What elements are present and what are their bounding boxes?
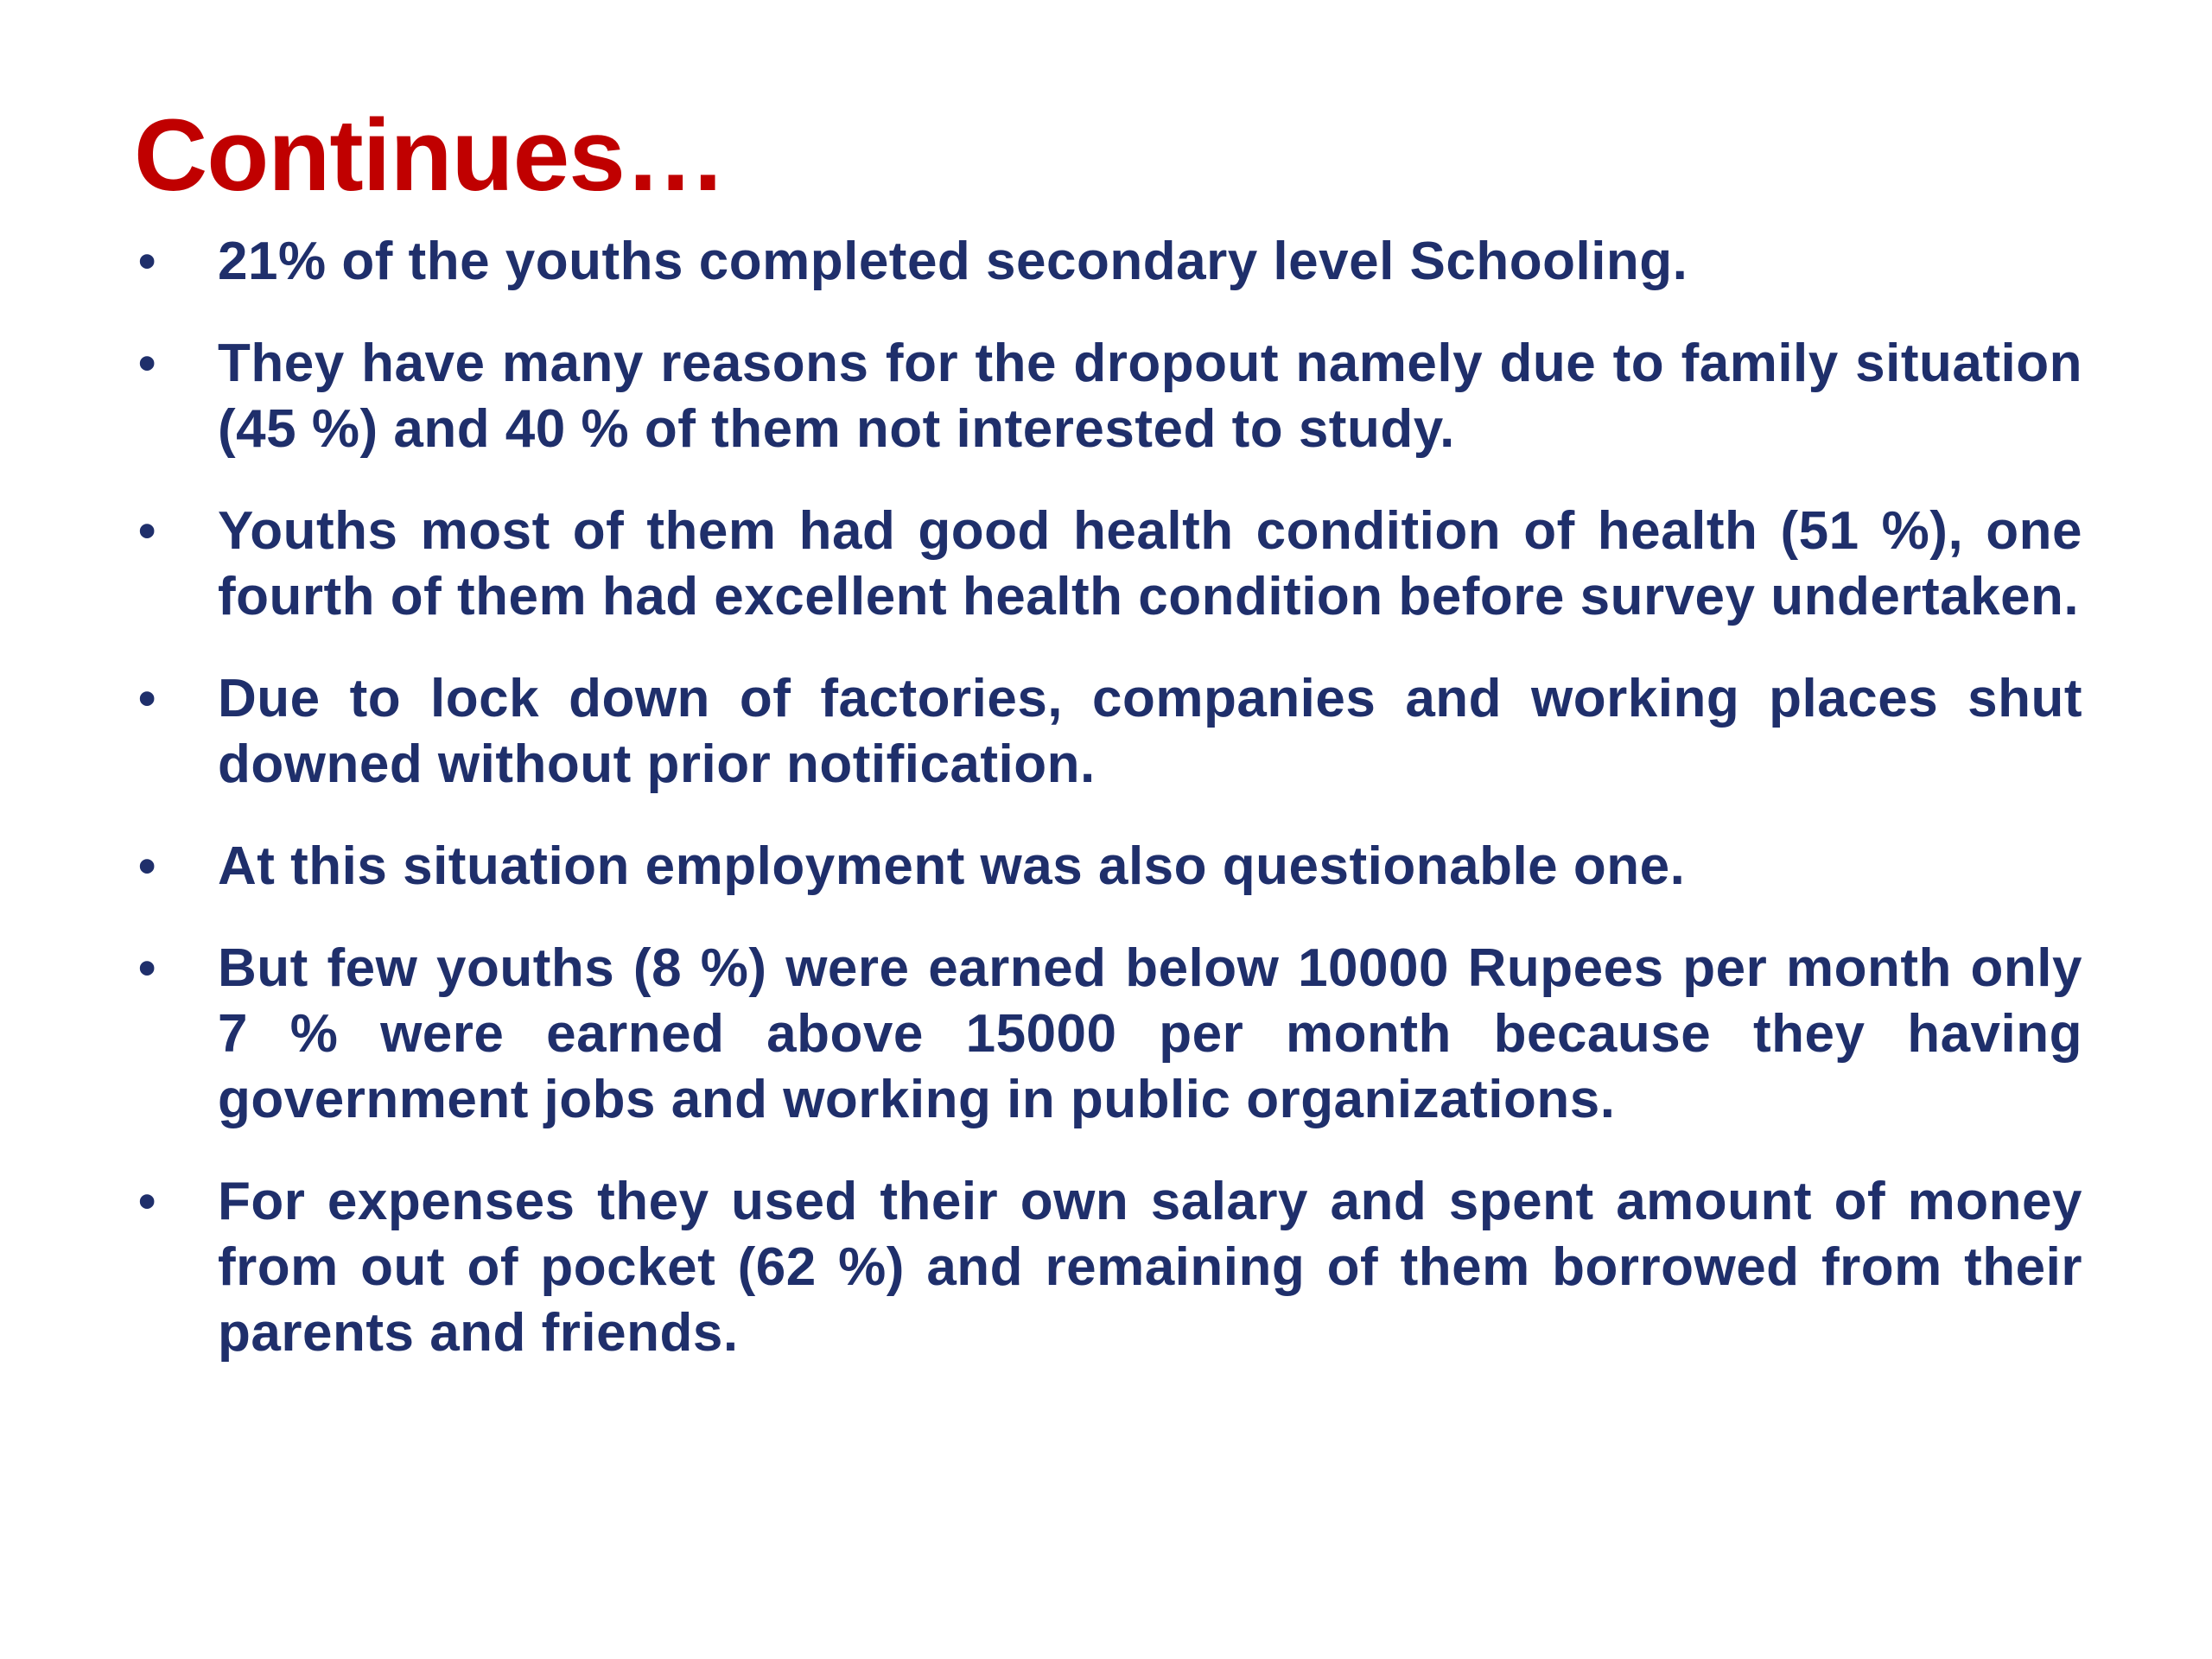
bullet-text: They have many reasons for the dropout namely due to family situation (45 %) and 40 % of them not interested to study.	[218, 334, 2082, 459]
bullet-point-icon: •	[138, 671, 156, 727]
bullet-point-icon: •	[138, 940, 156, 996]
bullet-list	[130, 229, 2082, 1402]
bullet-point-icon: •	[138, 233, 156, 289]
bullet-text: At this situation employment was also questionable one.	[218, 836, 1686, 896]
bullet-point-icon: •	[138, 335, 156, 391]
bullet-text: 21% of the youths completed secondary level Schooling.	[218, 232, 1688, 291]
bullet-text: Youths most of them had good health condition of health (51 %), one fourth of them had excellent health condition before survey undertaken.	[218, 501, 2082, 626]
bullet-point-icon: •	[138, 1173, 156, 1230]
bullet-item-employment	[130, 834, 2082, 899]
bullet-item-dropout	[130, 331, 2082, 462]
bullet-item-health	[130, 499, 2082, 630]
bullet-item-lockdown	[130, 666, 2082, 798]
bullet-text: But few youths (8 %) were earned below 10000 Rupees per month only 7 % were earned above 15000 per month because they having government jobs and working in public organizations.	[218, 938, 2082, 1129]
bullet-point-icon: •	[138, 503, 156, 559]
bullet-item-expenses	[130, 1169, 2082, 1366]
bullet-text: Due to lock down of factories, companies and working places shut downed without prior notification.	[218, 669, 2082, 794]
bullet-text: For expenses they used their own salary and spent amount of money from out of pocket (62 %) and remaining of them borrowed from their parents and friends.	[218, 1172, 2082, 1363]
bullet-point-icon: •	[138, 838, 156, 894]
bullet-item-education	[130, 229, 2082, 295]
slide-title: Continues…	[134, 99, 726, 213]
bullet-item-earnings	[130, 936, 2082, 1133]
